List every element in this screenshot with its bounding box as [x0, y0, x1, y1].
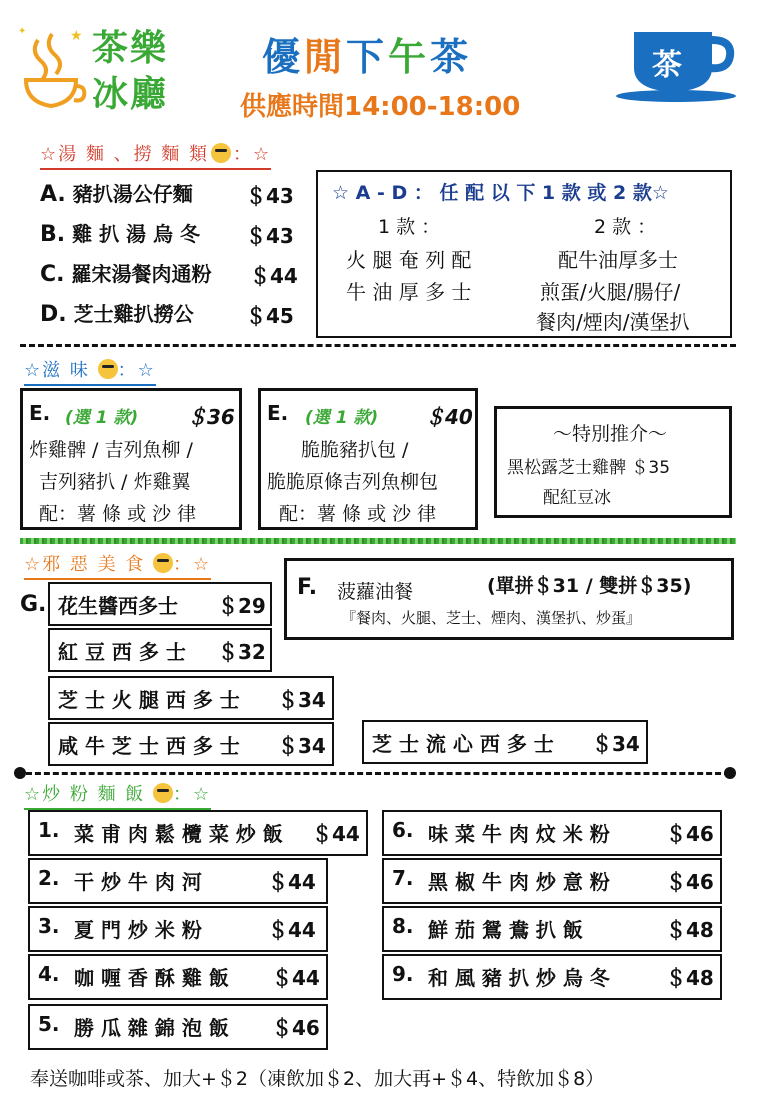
snack1-line1: 炸雞髀 / 吉列魚柳 /	[29, 439, 193, 461]
service-hours: 供應時間14:00-18:00	[240, 92, 521, 122]
divider-dot-right	[724, 767, 736, 779]
f-fillings: 『餐肉、火腿、芝士、煙肉、漢堡扒、炒蛋』	[341, 609, 642, 627]
main-right-6: 6. 味 菜 牛 肉 炆 米 粉 ＄46	[382, 810, 722, 856]
main-left-3: 3. 夏 門 炒 米 粉 ＄44	[28, 906, 328, 952]
logo	[18, 20, 178, 115]
toast-4: 咸 牛 芝 士 西 多 士 ＄34	[48, 722, 334, 766]
combo-one-line1: 火 腿 奄 列 配	[346, 248, 472, 272]
snack1-code: E.	[29, 401, 51, 425]
pineapple-bun-box	[284, 558, 734, 640]
snack-box-2	[258, 388, 478, 530]
special-title: ～特別推介～	[553, 423, 668, 445]
sec1-item-a: A. 豬扒湯公仔麵	[40, 182, 193, 207]
divider-3	[26, 772, 730, 775]
sec1-price-b: ＄43	[246, 224, 294, 248]
special-line1: 黑松露芝士雞髀 ＄35	[507, 458, 671, 478]
divider-grass	[20, 538, 736, 544]
sec1-price-c: ＄44	[250, 264, 298, 288]
divider-dot-left	[14, 767, 26, 779]
sec1-price-d: ＄45	[246, 304, 294, 328]
tea-cup-icon	[616, 28, 736, 104]
toast-2: 紅 豆 西 多 士 ＄32	[48, 628, 272, 672]
section1-title: ☆湯 麵 、撈 麵 類 ：☆	[40, 140, 271, 170]
combo-two-line2: 煎蛋/火腿/腸仔/	[540, 280, 681, 304]
special-line2: 配紅豆冰	[543, 488, 611, 508]
combo-two-line1: 配牛油厚多士	[558, 248, 678, 272]
snack1-line2: 吉列豬扒 / 炸雞翼	[39, 471, 191, 493]
section2-title: ☆滋 味 ：☆	[24, 356, 156, 386]
snack2-choose: (選 1 款)	[305, 408, 379, 428]
main-right-9: 9. 和 風 豬 扒 炒 烏 冬 ＄48	[382, 954, 722, 1000]
logo-line2: 冰廳	[92, 73, 169, 115]
steaming-cup-icon	[18, 20, 88, 110]
special-box	[494, 406, 732, 518]
sec1-item-d: D. 芝士雞扒撈公	[40, 302, 194, 327]
snack2-line3: 配：薯 條 或 沙 律	[279, 503, 437, 525]
heart-eyes-emoji-icon	[211, 143, 231, 163]
snack1-line3: 配：薯 條 或 沙 律	[39, 503, 197, 525]
sec1-price-a: ＄43	[246, 184, 294, 208]
main-left-2: 2. 干 炒 牛 肉 河 ＄44	[28, 858, 328, 904]
combo-two-line3: 餐肉/煙肉/漢堡扒	[536, 310, 690, 334]
toast-1: 花生醬西多士 ＄29	[48, 582, 272, 626]
toast-3: 芝 士 火 腿 西 多 士 ＄34	[48, 676, 334, 720]
main-right-7: 7. 黑 椒 牛 肉 炒 意 粉 ＄46	[382, 858, 722, 904]
divider-1	[20, 344, 736, 347]
snack2-line2: 脆脆原條吉列魚柳包	[267, 471, 439, 493]
f-name: 菠蘿油餐	[337, 581, 414, 603]
combo-title: ☆ A - D ： 任 配 以 下 1 款 或 2 款☆	[332, 182, 669, 204]
footer-note: 奉送咖啡或茶、加大+＄2（凍飲加＄2、加大再+＄4、特飲加＄8）	[30, 1068, 605, 1090]
f-price: (單拼＄31 / 雙拼＄35)	[487, 575, 692, 597]
section4-title: ☆炒 粉 麵 飯 ：☆	[24, 780, 211, 810]
snack2-price: ＄40	[425, 405, 473, 429]
f-code: F.	[297, 575, 318, 600]
main-left-5: 5. 勝 瓜 雜 錦 泡 飯 ＄46	[28, 1004, 328, 1050]
page-title: 優閒下午茶	[262, 35, 473, 79]
svg-text:✦: ✦	[18, 26, 27, 37]
combo-one-line2: 牛 油 厚 多 士	[346, 280, 472, 304]
main-right-8: 8. 鮮 茄 鴛 鴦 扒 飯 ＄48	[382, 906, 722, 952]
tea-cup-label: 茶	[652, 48, 682, 83]
combo-two-label: 2 款 ：	[594, 216, 657, 238]
snack2-code: E.	[267, 401, 289, 425]
yum-emoji-icon	[153, 783, 173, 803]
main-left-1: 1. 菜 甫 肉 鬆 欖 菜 炒 飯 ＄44	[28, 810, 368, 856]
combo-one-label: 1 款 ：	[378, 216, 441, 238]
toast-5: 芝 士 流 心 西 多 士 ＄34	[362, 720, 648, 764]
snack1-price: ＄36	[187, 405, 235, 429]
snack1-choose: (選 1 款)	[65, 408, 139, 428]
combo-box	[316, 170, 732, 338]
main-left-4: 4. 咖 喱 香 酥 雞 飯 ＄44	[28, 954, 328, 1000]
section3-title: ☆邪 惡 美 食 ：☆	[24, 550, 211, 580]
snack-box-1	[20, 388, 242, 530]
sec1-item-b: B. 雞 扒 湯 烏 冬	[40, 222, 200, 247]
g-label: G.	[20, 592, 47, 617]
snack2-line1: 脆脆豬扒包 /	[301, 439, 409, 461]
svg-text:★: ★	[70, 28, 83, 44]
logo-line1: 茶樂	[92, 27, 169, 69]
sunglasses-emoji-icon	[153, 553, 173, 573]
sec1-item-c: C. 羅宋湯餐肉通粉	[40, 262, 212, 287]
star-struck-emoji-icon	[98, 359, 118, 379]
